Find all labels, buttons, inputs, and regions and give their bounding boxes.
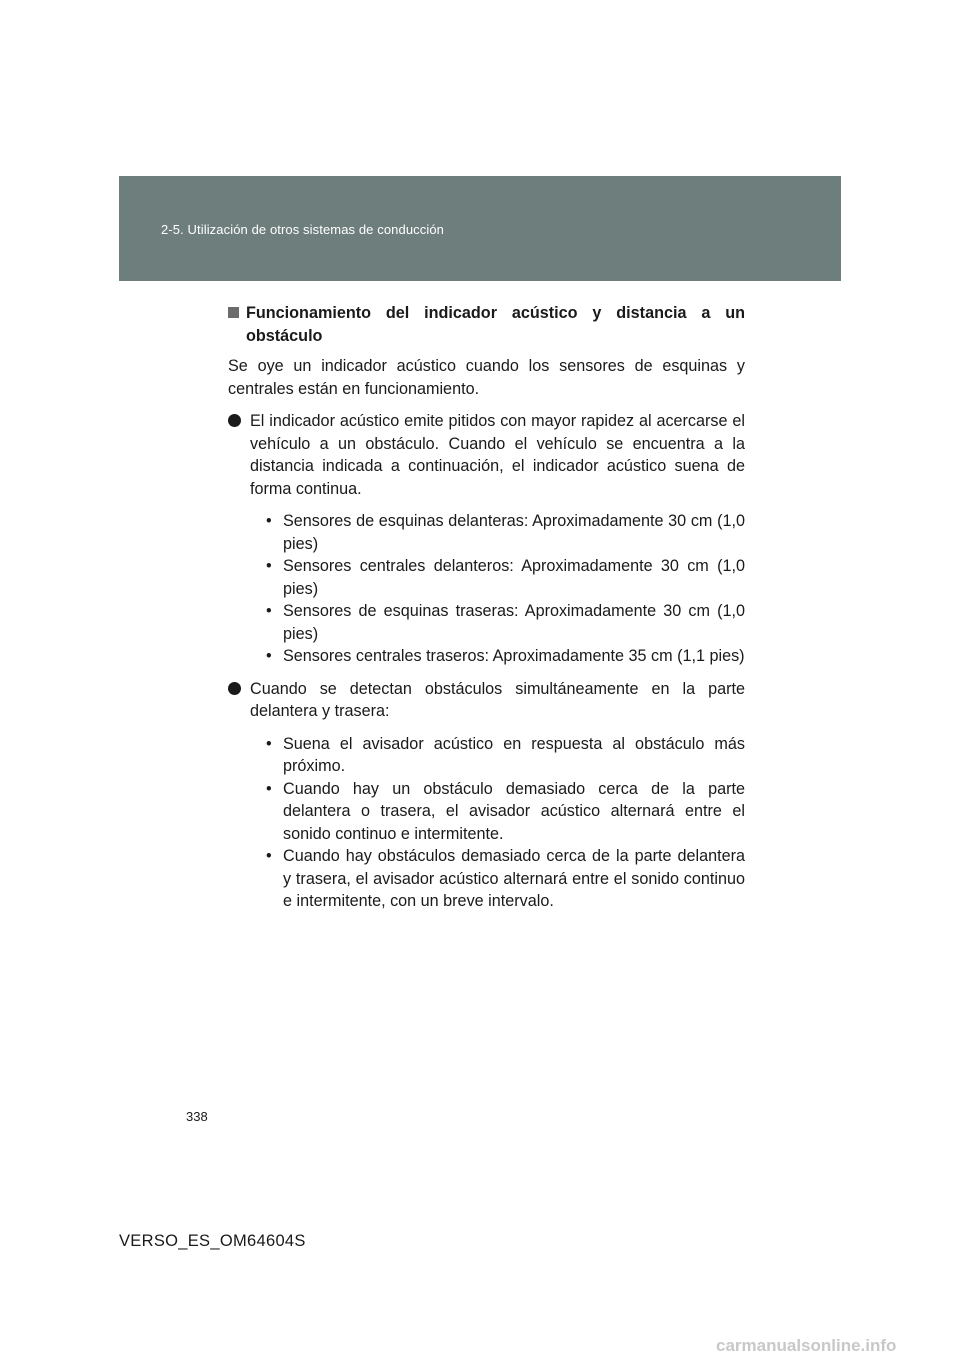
section-heading-text: Funcionamiento del indicador acústico y distancia a un obstáculo — [246, 304, 745, 345]
dot-marker: • — [266, 779, 272, 798]
simultaneous-obstacles-list — [266, 733, 745, 913]
page-content — [228, 302, 745, 913]
dot-marker: • — [266, 557, 272, 575]
list-item: • Sensores centrales delanteros: Aproximadamente 30 cm (1,0 pies) — [266, 557, 745, 598]
circle-bullet-icon — [228, 414, 241, 427]
list-item: • Cuando hay obstáculos demasiado cerca de la parte delantera y trasera, el avisador acústico alternará entre el sonido continuo e intermitente, con un breve intervalo. — [266, 847, 745, 910]
intro-paragraph: Se oye un indicador acústico cuando los sensores de esquinas y centrales están en funcionamiento. — [228, 357, 745, 398]
section-header-band — [119, 176, 841, 281]
bullet-item — [228, 410, 745, 500]
dot-marker: • — [266, 647, 272, 665]
dot-marker: • — [266, 512, 272, 530]
list-item: • Sensores de esquinas traseras: Aproximadamente 30 cm (1,0 pies) — [266, 602, 745, 643]
dot-marker: • — [266, 734, 272, 753]
section-heading — [228, 302, 745, 347]
bullet-item — [228, 678, 745, 723]
list-item: • Cuando hay un obstáculo demasiado cerca de la parte delantera o trasera, el avisador acústico alternará entre el sonido continuo e intermitente. — [266, 779, 745, 843]
list-item: • Sensores de esquinas delanteras: Aproximadamente 30 cm (1,0 pies) — [266, 512, 745, 553]
page-number: 338 — [186, 1109, 208, 1124]
list-item: • Suena el avisador acústico en respuesta al obstáculo más próximo. — [266, 734, 745, 775]
section-title: 2-5. Utilización de otros sistemas de conducción — [161, 222, 444, 237]
dot-marker: • — [266, 602, 272, 620]
watermark: carmanualsonline.info — [716, 1336, 897, 1355]
list-item: • Sensores centrales traseros: Aproximadamente 35 cm (1,1 pies) — [266, 645, 745, 668]
circle-bullet-icon — [228, 682, 241, 695]
square-bullet-icon — [228, 307, 239, 318]
distance-list — [266, 510, 745, 668]
document-code: VERSO_ES_OM64604S — [119, 1232, 306, 1250]
bullet-text: El indicador acústico emite pitidos con mayor rapidez al acercarse el vehículo a un obstáculo. Cuando el vehículo se encuentra a la distancia indicada a continuación, el indicador acústico suena de forma continua. — [250, 412, 745, 498]
dot-marker: • — [266, 847, 272, 865]
bullet-text: Cuando se detectan obstáculos simultáneamente en la parte delantera y trasera: — [250, 679, 745, 720]
